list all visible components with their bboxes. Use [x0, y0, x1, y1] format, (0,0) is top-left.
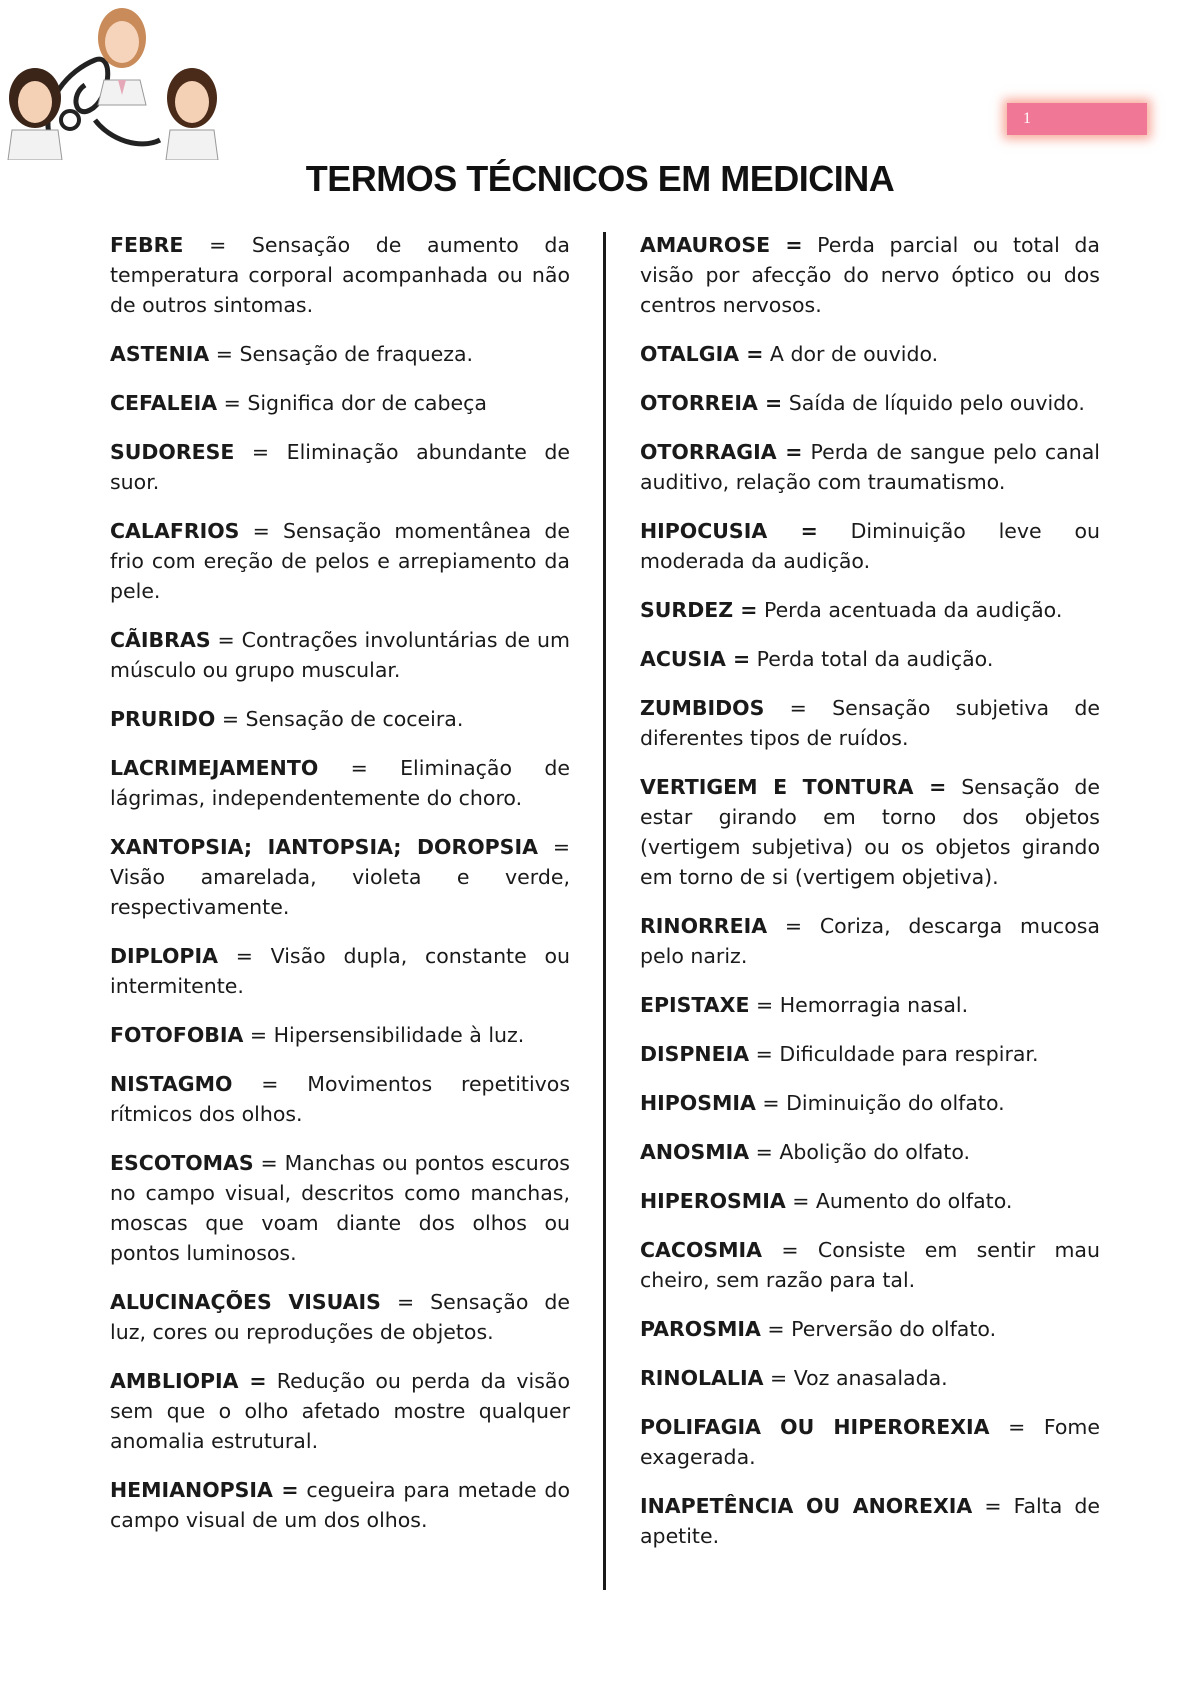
glossary-entry — [640, 339, 1100, 369]
entry-separator: = — [209, 342, 240, 366]
entry-separator: = — [217, 391, 248, 415]
entry-term: AMAUROSE = — [640, 233, 803, 257]
entry-definition: A dor de ouvido. — [769, 342, 939, 366]
entry-definition: Sensação de aumento da temperatura corporal acompanhada ou não de outros sintomas. — [110, 233, 570, 317]
entry-definition: Sensação de luz, cores ou reproduções de objetos. — [110, 1290, 570, 1344]
entry-term: SURDEZ = — [640, 598, 758, 622]
entry-definition: Diminuição leve ou moderada da audição. — [640, 519, 1101, 573]
entry-term: PRURIDO — [110, 707, 216, 731]
page-number-badge: 1 — [1007, 103, 1147, 135]
entry-term: PAROSMIA — [640, 1317, 761, 1341]
entry-separator: = — [253, 1151, 285, 1175]
glossary-entry — [640, 1186, 1100, 1216]
glossary-entry — [110, 1020, 570, 1050]
entry-separator: = — [785, 1189, 816, 1213]
entry-term: INAPETÊNCIA OU ANOREXIA — [640, 1494, 973, 1518]
entry-term: ESCOTOMAS — [110, 1151, 254, 1175]
entry-term: HIPOSMIA — [640, 1091, 756, 1115]
glossary-entry — [640, 644, 1100, 674]
entry-separator: = — [215, 707, 246, 731]
entry-term: SUDORESE — [110, 440, 235, 464]
entry-term: ALUCINAÇÕES VISUAIS — [110, 1290, 381, 1314]
entry-term: CACOSMIA — [640, 1238, 763, 1262]
entry-definition: Visão dupla, constante ou intermitente. — [110, 944, 570, 998]
entry-definition: Saída de líquido pelo ouvido. — [788, 391, 1085, 415]
entry-definition: Eliminação de lágrimas, independentemente do choro. — [110, 756, 570, 810]
glossary-entry — [110, 388, 570, 418]
entry-definition: Dificuldade para respirar. — [779, 1042, 1039, 1066]
glossary-entry — [640, 437, 1100, 497]
entry-definition: Visão amarelada, violeta e verde, respectivamente. — [110, 865, 570, 919]
glossary-entry — [110, 941, 570, 1001]
entry-term: DISPNEIA — [640, 1042, 750, 1066]
glossary-entry — [640, 595, 1100, 625]
entry-term: FEBRE — [110, 233, 184, 257]
entry-term: CEFALEIA — [110, 391, 218, 415]
glossary-entry — [640, 1412, 1100, 1472]
entry-separator: = — [234, 440, 287, 464]
entry-separator — [946, 775, 961, 799]
entry-definition: Sensação de fraqueza. — [239, 342, 474, 366]
entry-definition: Perda parcial ou total da visão por afecção do nervo óptico ou dos centros nervosos. — [640, 233, 1100, 317]
glossary-entry — [640, 1314, 1100, 1344]
entry-term: CÃIBRAS — [110, 628, 211, 652]
entry-separator: = — [210, 628, 242, 652]
glossary-entry — [640, 516, 1100, 576]
glossary-entry — [640, 1137, 1100, 1167]
glossary-entry — [110, 230, 570, 320]
entry-separator: = — [232, 1072, 308, 1096]
right-column — [640, 230, 1100, 1570]
entry-definition: Diminuição do olfato. — [786, 1091, 1005, 1115]
glossary-entry — [110, 832, 570, 922]
entry-separator — [803, 233, 818, 257]
glossary-entry — [640, 1235, 1100, 1295]
entry-definition: Fome exagerada. — [640, 1415, 1100, 1469]
entry-separator: = — [763, 1366, 794, 1390]
entry-term: POLIFAGIA OU HIPEROREXIA — [640, 1415, 990, 1439]
entry-separator: = — [749, 1140, 780, 1164]
entry-separator: = — [217, 944, 271, 968]
entry-separator: = — [755, 1091, 787, 1115]
entry-separator: = — [760, 1317, 792, 1341]
entry-term: EPISTAXE — [640, 993, 750, 1017]
entry-definition: Sensação momentânea de frio com ereção de pelos e arrepiamento da pele. — [110, 519, 570, 603]
entry-separator — [818, 519, 851, 543]
entry-definition: Hemorragia nasal. — [779, 993, 969, 1017]
glossary-entry — [640, 990, 1100, 1020]
entry-term: OTORRAGIA = — [640, 440, 803, 464]
entry-separator: = — [537, 835, 571, 859]
left-column — [110, 230, 570, 1554]
glossary-entry — [110, 339, 570, 369]
entry-separator: = — [762, 1238, 818, 1262]
entry-definition: Abolição do olfato. — [779, 1140, 971, 1164]
entry-term: DIPLOPIA — [110, 944, 218, 968]
page-title: TERMOS TÉCNICOS EM MEDICINA — [305, 158, 895, 199]
entry-definition: Perda de sangue pelo canal auditivo, relação com traumatismo. — [640, 440, 1100, 494]
entry-separator: = — [767, 914, 820, 938]
entry-definition: Sensação de estar girando em torno dos objetos (vertigem subjetiva) ou os objetos girando em torno de si (vertigem objetiva). — [640, 775, 1100, 889]
entry-definition: Significa dor de cabeça — [247, 391, 487, 415]
entry-separator: = — [764, 696, 833, 720]
entry-term: OTORREIA = — [640, 391, 783, 415]
entry-term: RINOLALIA — [640, 1366, 764, 1390]
glossary-entry — [110, 1287, 570, 1347]
glossary-entry — [640, 230, 1100, 320]
entry-term: RINORREIA — [640, 914, 768, 938]
entry-term: ASTENIA — [110, 342, 210, 366]
glossary-entry — [640, 1363, 1100, 1393]
entry-definition: Perda total da audição. — [756, 647, 994, 671]
entry-term: ZUMBIDOS — [640, 696, 765, 720]
entry-term: HIPOCUSIA = — [640, 519, 818, 543]
entry-separator: = — [239, 519, 283, 543]
glossary-entry — [640, 1039, 1100, 1069]
glossary-entry — [110, 437, 570, 497]
entry-definition: Movimentos repetitivos rítmicos dos olhos. — [110, 1072, 570, 1126]
glossary-entry — [110, 1475, 570, 1535]
glossary-entry — [640, 693, 1100, 753]
entry-definition: Contrações involuntárias de um músculo ou grupo muscular. — [110, 628, 570, 682]
entry-definition: Consiste em sentir mau cheiro, sem razão para tal. — [640, 1238, 1100, 1292]
entry-term: NISTAGMO — [110, 1072, 233, 1096]
entry-definition: Manchas ou pontos escuros no campo visual, descritos como manchas, moscas que voam diante dos olhos ou pontos luminosos. — [110, 1151, 570, 1265]
entry-definition: cegueira para metade do campo visual de um dos olhos. — [110, 1478, 570, 1532]
entry-separator: = — [243, 1023, 274, 1047]
glossary-entry — [110, 516, 570, 606]
entry-term: HEMIANOPSIA = — [110, 1478, 299, 1502]
entry-definition: Voz anasalada. — [793, 1366, 948, 1390]
entry-term: CALAFRIOS — [110, 519, 240, 543]
glossary-entry — [640, 388, 1100, 418]
glossary-entry — [640, 772, 1100, 892]
entry-definition: Sensação de coceira. — [245, 707, 464, 731]
entry-definition: Redução ou perda da visão sem que o olho afetado mostre qualquer anomalia estrutural. — [110, 1369, 571, 1453]
entry-definition: Eliminação abundante de suor. — [110, 440, 570, 494]
glossary-entry — [110, 1366, 570, 1456]
entry-separator: = — [989, 1415, 1044, 1439]
entry-separator: = — [972, 1494, 1014, 1518]
column-divider — [603, 232, 606, 1590]
entry-term: VERTIGEM E TONTURA = — [640, 775, 947, 799]
entry-definition: Sensação subjetiva de diferentes tipos de ruídos. — [640, 696, 1100, 750]
entry-term: HIPEROSMIA — [640, 1189, 786, 1213]
entry-definition: Coriza, descarga mucosa pelo nariz. — [640, 914, 1100, 968]
glossary-entry — [640, 1088, 1100, 1118]
entry-separator: = — [749, 1042, 780, 1066]
entry-separator: = — [318, 756, 401, 780]
entry-separator: = — [380, 1290, 431, 1314]
entry-term: OTALGIA = — [640, 342, 764, 366]
entry-definition: Falta de apetite. — [640, 1494, 1100, 1548]
glossary-entry — [110, 753, 570, 813]
glossary-entry — [640, 911, 1100, 971]
glossary-entry — [110, 704, 570, 734]
entry-term: ACUSIA = — [640, 647, 751, 671]
entry-definition: Aumento do olfato. — [815, 1189, 1013, 1213]
entry-separator: = — [749, 993, 780, 1017]
entry-term: AMBLIOPIA = — [110, 1369, 267, 1393]
entry-term: ANOSMIA — [640, 1140, 750, 1164]
entry-term: LACRIMEJAMENTO — [110, 756, 319, 780]
entry-separator: = — [183, 233, 252, 257]
entry-term: XANTOPSIA; IANTOPSIA; DOROPSIA — [110, 835, 538, 859]
glossary-entry — [640, 1491, 1100, 1551]
entry-separator — [267, 1369, 277, 1393]
entry-definition: Perversão do olfato. — [791, 1317, 997, 1341]
logo-illustration — [0, 0, 225, 160]
entry-definition: Hipersensibilidade à luz. — [273, 1023, 525, 1047]
entry-term: FOTOFOBIA — [110, 1023, 244, 1047]
entry-definition: Perda acentuada da audição. — [763, 598, 1063, 622]
glossary-entry — [110, 1069, 570, 1129]
glossary-entry — [110, 625, 570, 685]
glossary-entry — [110, 1148, 570, 1268]
